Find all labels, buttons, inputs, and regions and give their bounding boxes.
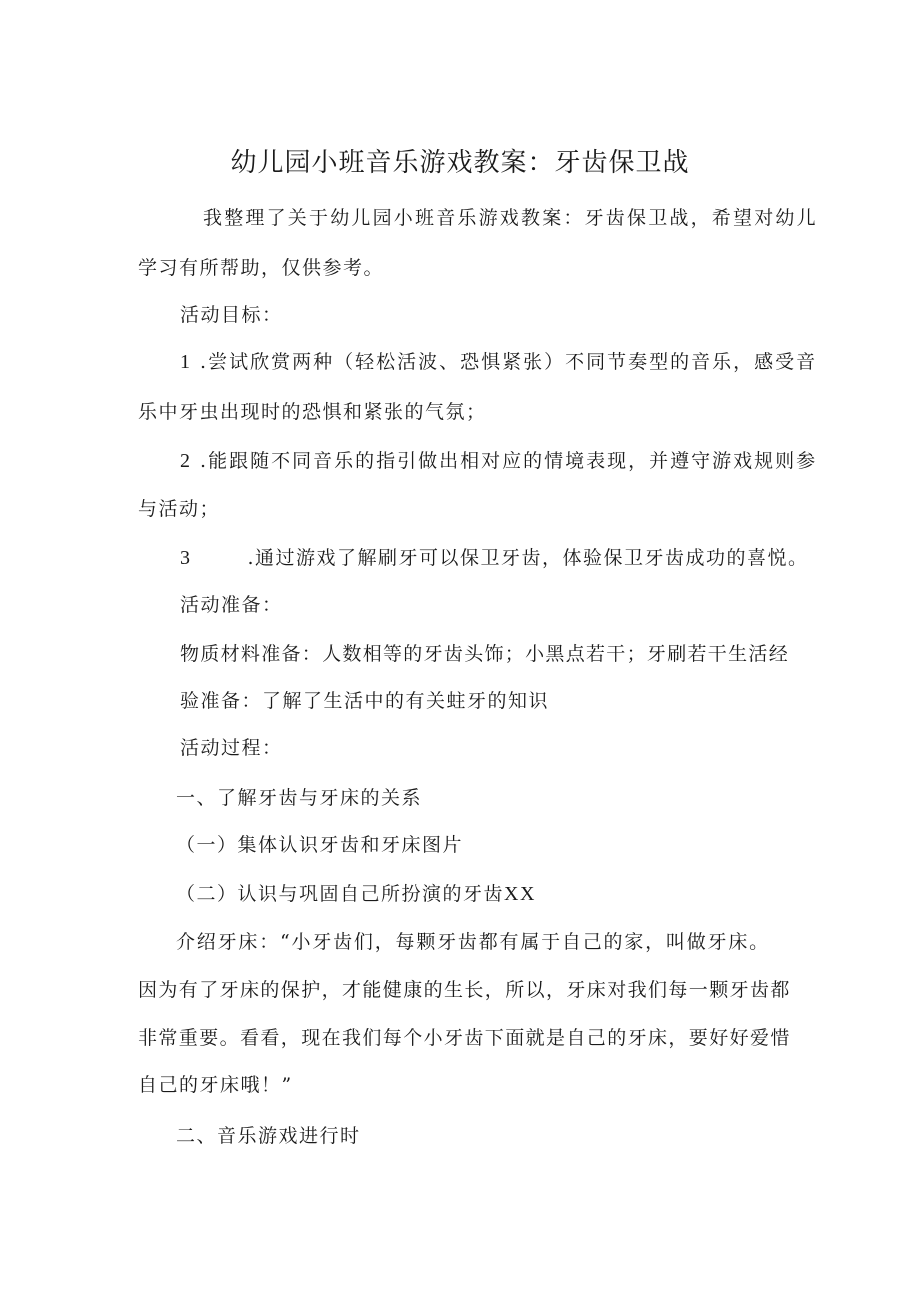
sub-2-text: （二）认识与巩固自己所扮演的牙齿 (176, 883, 505, 905)
quote-line-1: 介绍牙床：“小牙齿们，每颗牙齿都有属于自己的家，叫做牙床。 (176, 931, 770, 953)
intro-line-1: 我整理了关于幼儿园小班音乐游戏教案：牙齿保卫战，希望对幼儿 (203, 207, 818, 229)
sub-2-heading (176, 879, 536, 909)
process-heading: 活动过程： (180, 737, 283, 759)
document-title: 幼儿园小班音乐游戏教案：牙齿保卫战 (230, 148, 690, 178)
intro-line-2: 学习有所帮助，仅供参考。 (138, 257, 385, 279)
goal-1-text: .尝试欣赏两种（轻松活波、恐惧紧张）不同节奏型的音乐，感受音 (200, 351, 818, 373)
sub-1-heading: （一）集体认识牙齿和牙床图片 (176, 834, 464, 856)
goal-2-number: 2 (180, 450, 192, 472)
quote-line-4: 自己的牙床哦！” (138, 1074, 293, 1096)
sub-2-suffix: XX (504, 883, 536, 905)
goal-3-text: .通过游戏了解刷牙可以保卫牙齿，体验保卫牙齿成功的喜悦。 (247, 547, 809, 569)
prep-line-1: 物质材料准备：人数相等的牙齿头饰；小黑点若干；牙刷若干生活经 (180, 643, 790, 665)
section-1-heading: 一、了解牙齿与牙床的关系 (176, 787, 423, 809)
quote-line-2: 因为有了牙床的保护，才能健康的生长，所以，牙床对我们每一颗牙齿都 (138, 979, 791, 1001)
goal-2-text: .能跟随不同音乐的指引做出相对应的情境表现，并遵守游戏规则参 (200, 450, 818, 472)
goal-2-line-2: 与活动； (138, 498, 221, 520)
goal-2-line-1 (180, 446, 817, 476)
section-2-heading: 二、音乐游戏进行时 (176, 1125, 361, 1147)
goals-heading: 活动目标： (180, 304, 283, 326)
goal-1-line-2: 乐中牙虫出现时的恐惧和紧张的气氛； (138, 401, 487, 423)
goal-3-line (180, 543, 809, 573)
goal-1-number: 1 (180, 351, 192, 373)
goal-3-number: 3 (180, 547, 192, 569)
prep-line-2: 验准备：了解了生活中的有关蛀牙的知识 (180, 690, 550, 712)
goal-1-line-1 (180, 347, 817, 377)
prep-heading: 活动准备： (180, 594, 283, 616)
quote-line-3: 非常重要。看看，现在我们每个小牙齿下面就是自己的牙床，要好好爱惜 (138, 1027, 791, 1049)
